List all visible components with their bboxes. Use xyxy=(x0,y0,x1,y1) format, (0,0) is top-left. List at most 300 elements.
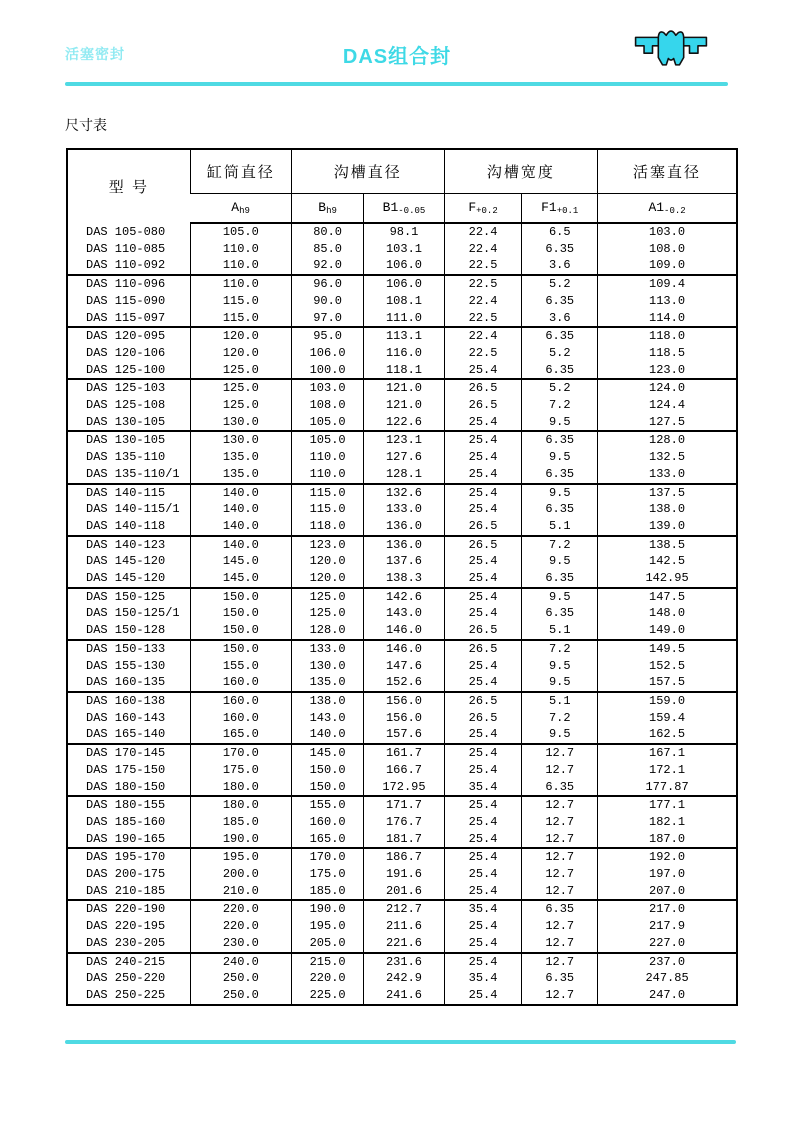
cell-value: 125.0 xyxy=(291,588,363,606)
cell-value: 5.2 xyxy=(522,345,598,362)
cell-value: 145.0 xyxy=(190,553,291,570)
cell-value: 12.7 xyxy=(522,883,598,901)
cell-value: 156.0 xyxy=(364,692,444,710)
cell-value: 136.0 xyxy=(364,518,444,536)
table-row xyxy=(67,848,737,866)
cell-value: 97.0 xyxy=(291,310,363,328)
cell-model: DAS 150-125/1 xyxy=(86,606,180,621)
cell-value: 6.35 xyxy=(522,570,598,588)
cell-model: DAS 140-115 xyxy=(67,484,190,502)
cell-value: 133.0 xyxy=(598,466,737,484)
cell-value: 159.4 xyxy=(598,710,737,727)
col-header-groove-dia: 沟槽直径 xyxy=(291,149,444,193)
cell-value: 125.0 xyxy=(190,397,291,414)
cell-value: 26.5 xyxy=(444,622,522,640)
table-header-row-1 xyxy=(67,149,737,193)
cell-value: 152.6 xyxy=(364,674,444,692)
table-row xyxy=(67,918,737,935)
cell-value: 138.0 xyxy=(598,501,737,518)
cell-value: 90.0 xyxy=(291,293,363,310)
cell-value: 12.7 xyxy=(522,796,598,814)
cell-value: 25.4 xyxy=(444,866,522,883)
cell-value: 110.0 xyxy=(190,257,291,275)
cell-value: 170.0 xyxy=(291,848,363,866)
table-row xyxy=(67,726,737,744)
cell-value: 175.0 xyxy=(190,762,291,779)
cell-value: 7.2 xyxy=(522,710,598,727)
cell-value: 106.0 xyxy=(364,275,444,293)
cell-value: 220.0 xyxy=(190,918,291,935)
cell-model: DAS 115-090 xyxy=(86,293,166,308)
cell-value: 6.35 xyxy=(522,501,598,518)
cell-model: DAS 130-105 xyxy=(67,431,190,449)
table-row xyxy=(67,431,737,449)
cell-value: 113.1 xyxy=(364,327,444,345)
cell-value: 12.7 xyxy=(522,848,598,866)
cell-value: 150.0 xyxy=(190,640,291,658)
table-row xyxy=(67,223,737,241)
cell-value: 128.1 xyxy=(364,466,444,484)
cell-value: 22.5 xyxy=(444,310,522,328)
cell-model: DAS 130-105 xyxy=(86,414,166,429)
cell-value: 217.0 xyxy=(598,900,737,918)
table-row xyxy=(67,362,737,380)
cell-value: 6.5 xyxy=(522,223,598,241)
cell-value: 108.1 xyxy=(364,293,444,310)
cell-value: 136.0 xyxy=(364,536,444,554)
cell-value: 217.9 xyxy=(598,918,737,935)
cell-value: 7.2 xyxy=(522,640,598,658)
cell-value: 137.5 xyxy=(598,484,737,502)
cell-value: 96.0 xyxy=(291,275,363,293)
cell-model: DAS 110-085 xyxy=(86,241,166,256)
table-row xyxy=(67,987,737,1005)
cell-value: 6.35 xyxy=(522,327,598,345)
cell-value: 155.0 xyxy=(291,796,363,814)
cell-model: DAS 195-170 xyxy=(67,848,190,866)
table-row xyxy=(67,814,737,831)
cell-value: 9.5 xyxy=(522,484,598,502)
cell-value: 22.5 xyxy=(444,257,522,275)
cell-value: 3.6 xyxy=(522,257,598,275)
col-header-bore: 缸筒直径 xyxy=(190,149,291,193)
cell-value: 12.7 xyxy=(522,935,598,953)
cell-value: 5.2 xyxy=(522,379,598,397)
table-row xyxy=(67,310,737,328)
col-header-piston-dia: 活塞直径 xyxy=(598,149,737,193)
cell-value: 105.0 xyxy=(291,431,363,449)
cell-value: 138.0 xyxy=(291,692,363,710)
cell-value: 25.4 xyxy=(444,883,522,901)
cell-value: 121.0 xyxy=(364,379,444,397)
cell-value: 25.4 xyxy=(444,553,522,570)
cell-value: 5.1 xyxy=(522,622,598,640)
cell-value: 103.0 xyxy=(291,379,363,397)
page-title: DAS组合封 xyxy=(342,46,452,68)
cell-value: 6.35 xyxy=(522,431,598,449)
cell-value: 137.6 xyxy=(364,553,444,570)
cell-value: 35.4 xyxy=(444,779,522,797)
table-row xyxy=(67,588,737,606)
cell-value: 211.6 xyxy=(364,918,444,935)
cell-value: 166.7 xyxy=(364,762,444,779)
cell-value: 108.0 xyxy=(291,397,363,414)
cell-value: 111.0 xyxy=(364,310,444,328)
cell-value: 157.5 xyxy=(598,674,737,692)
cell-value: 187.0 xyxy=(598,831,737,849)
cell-model: DAS 110-096 xyxy=(67,275,190,293)
table-row xyxy=(67,466,737,484)
table-row xyxy=(67,241,737,258)
cell-value: 156.0 xyxy=(364,710,444,727)
cell-value: 145.0 xyxy=(190,570,291,588)
cell-model: DAS 145-120 xyxy=(86,571,166,586)
cell-value: 135.0 xyxy=(291,674,363,692)
cell-value: 140.0 xyxy=(190,501,291,518)
table-row xyxy=(67,692,737,710)
cell-value: 241.6 xyxy=(364,987,444,1005)
table-row xyxy=(67,501,737,518)
cell-value: 130.0 xyxy=(190,431,291,449)
col-header-model: 型 号 xyxy=(108,179,149,196)
cell-model: DAS 115-097 xyxy=(86,310,166,325)
table-row xyxy=(67,379,737,397)
cell-value: 6.35 xyxy=(522,779,598,797)
cell-value: 22.4 xyxy=(444,241,522,258)
cell-value: 149.5 xyxy=(598,640,737,658)
cell-value: 106.0 xyxy=(364,257,444,275)
cell-value: 110.0 xyxy=(190,275,291,293)
cell-value: 105.0 xyxy=(190,223,291,241)
table-row xyxy=(67,883,737,901)
cell-value: 26.5 xyxy=(444,692,522,710)
cell-value: 100.0 xyxy=(291,362,363,380)
cell-value: 25.4 xyxy=(444,414,522,432)
table-row xyxy=(67,397,737,414)
cell-model: DAS 110-092 xyxy=(86,258,166,273)
cell-value: 115.0 xyxy=(291,501,363,518)
cell-value: 221.6 xyxy=(364,935,444,953)
cell-value: 22.5 xyxy=(444,345,522,362)
cell-value: 220.0 xyxy=(190,900,291,918)
cell-model: DAS 250-225 xyxy=(86,987,166,1002)
cell-value: 124.0 xyxy=(598,379,737,397)
cell-value: 106.0 xyxy=(291,345,363,362)
cell-value: 180.0 xyxy=(190,796,291,814)
cell-value: 12.7 xyxy=(522,814,598,831)
cell-value: 25.4 xyxy=(444,605,522,622)
cell-value: 128.0 xyxy=(291,622,363,640)
cell-value: 150.0 xyxy=(291,762,363,779)
cell-value: 5.2 xyxy=(522,275,598,293)
cell-value: 146.0 xyxy=(364,640,444,658)
cell-model: DAS 200-175 xyxy=(86,867,166,882)
cell-value: 175.0 xyxy=(291,866,363,883)
subcol-A1: A1-0.2 xyxy=(598,193,737,223)
cell-value: 25.4 xyxy=(444,588,522,606)
cell-model: DAS 160-143 xyxy=(86,710,166,725)
cell-value: 170.0 xyxy=(190,744,291,762)
cell-value: 116.0 xyxy=(364,345,444,362)
cell-model: DAS 220-190 xyxy=(67,900,190,918)
page-header xyxy=(0,0,794,90)
cell-model: DAS 180-150 xyxy=(86,779,166,794)
cell-value: 135.0 xyxy=(190,449,291,466)
cell-value: 150.0 xyxy=(190,605,291,622)
cell-value: 3.6 xyxy=(522,310,598,328)
cell-value: 125.0 xyxy=(190,379,291,397)
cell-value: 105.0 xyxy=(291,414,363,432)
col-header-groove-width: 沟槽宽度 xyxy=(444,149,597,193)
category-label: 活塞密封 xyxy=(65,46,125,62)
cell-value: 240.0 xyxy=(190,953,291,971)
cell-value: 98.1 xyxy=(364,223,444,241)
cell-value: 6.35 xyxy=(522,970,598,987)
cell-model: DAS 220-195 xyxy=(86,919,166,934)
cell-value: 177.87 xyxy=(598,779,737,797)
cell-value: 118.0 xyxy=(598,327,737,345)
cell-value: 25.4 xyxy=(444,658,522,675)
cell-model: DAS 120-106 xyxy=(86,345,166,360)
table-row xyxy=(67,935,737,953)
table-row xyxy=(67,518,737,536)
table-row xyxy=(67,744,737,762)
cell-value: 133.0 xyxy=(364,501,444,518)
cell-value: 115.0 xyxy=(190,293,291,310)
subcol-F1: F1+0.1 xyxy=(522,193,598,223)
cell-value: 25.4 xyxy=(444,362,522,380)
cell-value: 181.7 xyxy=(364,831,444,849)
table-row xyxy=(67,293,737,310)
table-row xyxy=(67,710,737,727)
cell-value: 143.0 xyxy=(291,710,363,727)
cell-value: 250.0 xyxy=(190,970,291,987)
cell-value: 128.0 xyxy=(598,431,737,449)
table-row xyxy=(67,866,737,883)
cell-value: 5.1 xyxy=(522,692,598,710)
cell-value: 123.0 xyxy=(598,362,737,380)
cell-value: 12.7 xyxy=(522,866,598,883)
cell-value: 25.4 xyxy=(444,726,522,744)
cell-value: 22.4 xyxy=(444,293,522,310)
cell-value: 165.0 xyxy=(190,726,291,744)
subcol-B: Bh9 xyxy=(291,193,363,223)
table-row xyxy=(67,275,737,293)
cell-value: 6.35 xyxy=(522,362,598,380)
table-row xyxy=(67,762,737,779)
cell-value: 140.0 xyxy=(190,484,291,502)
cell-value: 155.0 xyxy=(190,658,291,675)
cell-value: 159.0 xyxy=(598,692,737,710)
cell-value: 185.0 xyxy=(291,883,363,901)
cell-value: 227.0 xyxy=(598,935,737,953)
cell-value: 85.0 xyxy=(291,241,363,258)
cell-value: 35.4 xyxy=(444,900,522,918)
table-row xyxy=(67,605,737,622)
table-row xyxy=(67,414,737,432)
cell-value: 180.0 xyxy=(190,779,291,797)
cell-model: DAS 250-220 xyxy=(86,971,166,986)
table-row xyxy=(67,536,737,554)
cell-value: 114.0 xyxy=(598,310,737,328)
cell-value: 247.0 xyxy=(598,987,737,1005)
cell-value: 22.4 xyxy=(444,327,522,345)
cell-model: DAS 230-205 xyxy=(86,935,166,950)
cell-value: 26.5 xyxy=(444,397,522,414)
cell-value: 185.0 xyxy=(190,814,291,831)
table-row xyxy=(67,622,737,640)
cell-model: DAS 140-123 xyxy=(67,536,190,554)
cell-value: 120.0 xyxy=(291,570,363,588)
cell-value: 6.35 xyxy=(522,466,598,484)
table-row xyxy=(67,257,737,275)
cell-value: 172.1 xyxy=(598,762,737,779)
table-row xyxy=(67,900,737,918)
cell-model: DAS 140-115/1 xyxy=(86,502,180,517)
cell-model: DAS 150-125 xyxy=(67,588,190,606)
cell-value: 25.4 xyxy=(444,744,522,762)
cell-value: 157.6 xyxy=(364,726,444,744)
cell-value: 205.0 xyxy=(291,935,363,953)
cell-value: 161.7 xyxy=(364,744,444,762)
cell-value: 12.7 xyxy=(522,918,598,935)
cell-value: 103.1 xyxy=(364,241,444,258)
cell-model: DAS 180-155 xyxy=(67,796,190,814)
cell-value: 150.0 xyxy=(190,588,291,606)
cell-value: 109.0 xyxy=(598,257,737,275)
header-divider xyxy=(65,82,728,86)
cell-value: 7.2 xyxy=(522,536,598,554)
subcol-F: F+0.2 xyxy=(444,193,522,223)
cell-value: 9.5 xyxy=(522,726,598,744)
table-body xyxy=(67,223,737,1005)
cell-value: 147.6 xyxy=(364,658,444,675)
cell-value: 124.4 xyxy=(598,397,737,414)
cell-value: 191.6 xyxy=(364,866,444,883)
cell-model: DAS 240-215 xyxy=(67,953,190,971)
cell-value: 195.0 xyxy=(291,918,363,935)
cell-model: DAS 135-110 xyxy=(86,450,166,465)
cell-value: 25.4 xyxy=(444,987,522,1005)
cell-value: 200.0 xyxy=(190,866,291,883)
cell-value: 25.4 xyxy=(444,814,522,831)
cell-value: 25.4 xyxy=(444,570,522,588)
cell-value: 140.0 xyxy=(291,726,363,744)
cell-value: 167.1 xyxy=(598,744,737,762)
cell-value: 220.0 xyxy=(291,970,363,987)
cell-model: DAS 185-160 xyxy=(86,814,166,829)
cell-model: DAS 150-128 xyxy=(86,623,166,638)
table-row xyxy=(67,484,737,502)
cell-value: 25.4 xyxy=(444,501,522,518)
cell-value: 225.0 xyxy=(291,987,363,1005)
cell-value: 123.0 xyxy=(291,536,363,554)
cell-value: 130.0 xyxy=(291,658,363,675)
cell-value: 120.0 xyxy=(190,327,291,345)
cell-value: 125.0 xyxy=(190,362,291,380)
cell-value: 197.0 xyxy=(598,866,737,883)
cell-model: DAS 125-108 xyxy=(86,398,166,413)
cell-value: 22.5 xyxy=(444,275,522,293)
cell-value: 140.0 xyxy=(190,518,291,536)
cell-model: DAS 105-080 xyxy=(86,224,166,239)
cell-value: 118.0 xyxy=(291,518,363,536)
cell-model: DAS 160-138 xyxy=(67,692,190,710)
cell-value: 139.0 xyxy=(598,518,737,536)
cell-value: 147.5 xyxy=(598,588,737,606)
cell-value: 160.0 xyxy=(190,674,291,692)
cell-value: 138.3 xyxy=(364,570,444,588)
cell-value: 160.0 xyxy=(291,814,363,831)
cell-value: 250.0 xyxy=(190,987,291,1005)
cell-model: DAS 150-133 xyxy=(67,640,190,658)
table-row xyxy=(67,449,737,466)
cell-value: 5.1 xyxy=(522,518,598,536)
cell-value: 176.7 xyxy=(364,814,444,831)
cell-model: DAS 140-118 xyxy=(86,518,166,533)
cell-model: DAS 170-145 xyxy=(67,744,190,762)
cell-value: 9.5 xyxy=(522,588,598,606)
cell-value: 9.5 xyxy=(522,658,598,675)
dimension-table-wrap xyxy=(66,148,738,1006)
cell-model: DAS 135-110/1 xyxy=(86,466,180,481)
cell-value: 142.6 xyxy=(364,588,444,606)
cell-value: 25.4 xyxy=(444,484,522,502)
cell-value: 12.7 xyxy=(522,987,598,1005)
cell-value: 26.5 xyxy=(444,640,522,658)
cell-value: 9.5 xyxy=(522,414,598,432)
table-row xyxy=(67,553,737,570)
cell-value: 210.0 xyxy=(190,883,291,901)
cell-value: 212.7 xyxy=(364,900,444,918)
section-label: 尺寸表 xyxy=(65,117,107,133)
cell-value: 26.5 xyxy=(444,379,522,397)
table-row xyxy=(67,570,737,588)
cell-model: DAS 165-140 xyxy=(86,727,166,742)
cell-value: 122.6 xyxy=(364,414,444,432)
table-row xyxy=(67,674,737,692)
cell-value: 115.0 xyxy=(190,310,291,328)
cell-value: 118.5 xyxy=(598,345,737,362)
cell-value: 135.0 xyxy=(190,466,291,484)
cell-value: 152.5 xyxy=(598,658,737,675)
cell-value: 108.0 xyxy=(598,241,737,258)
cell-value: 237.0 xyxy=(598,953,737,971)
seal-profile-logo-icon xyxy=(634,24,708,74)
cell-value: 148.0 xyxy=(598,605,737,622)
cell-model: DAS 160-135 xyxy=(86,675,166,690)
subcol-A: Ah9 xyxy=(190,193,291,223)
cell-model: DAS 155-130 xyxy=(86,658,166,673)
cell-value: 25.4 xyxy=(444,466,522,484)
cell-value: 132.5 xyxy=(598,449,737,466)
footer-divider xyxy=(65,1040,736,1044)
cell-value: 118.1 xyxy=(364,362,444,380)
dimension-table xyxy=(66,148,738,1006)
cell-value: 6.35 xyxy=(522,241,598,258)
cell-value: 127.5 xyxy=(598,414,737,432)
cell-value: 25.4 xyxy=(444,831,522,849)
cell-value: 215.0 xyxy=(291,953,363,971)
cell-value: 132.6 xyxy=(364,484,444,502)
cell-value: 6.35 xyxy=(522,293,598,310)
table-row xyxy=(67,953,737,971)
cell-value: 26.5 xyxy=(444,536,522,554)
cell-value: 35.4 xyxy=(444,970,522,987)
cell-value: 113.0 xyxy=(598,293,737,310)
cell-value: 6.35 xyxy=(522,900,598,918)
cell-value: 130.0 xyxy=(190,414,291,432)
